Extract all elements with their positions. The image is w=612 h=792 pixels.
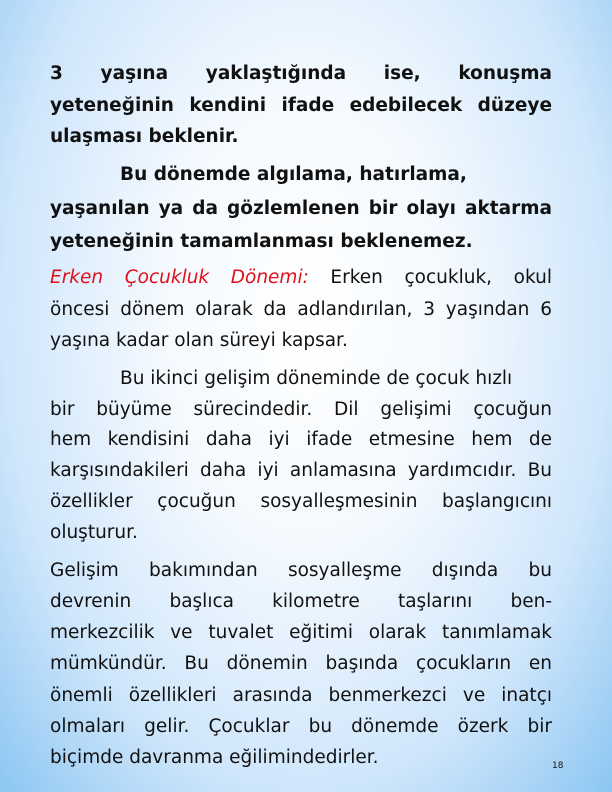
paragraph-5-line-3: merkezcilik ve tuvalet eğitimi olarak tanımlamak [50, 622, 552, 643]
paragraph-4-line-1: Bu ikinci gelişim döneminde de çocuk hızlı [120, 368, 513, 389]
paragraph-1-line-3: ulaşması beklenir. [50, 126, 239, 147]
paragraph-4-line-2: bir büyüme sürecindedir. Dil gelişimi çocuğun [50, 399, 552, 420]
paragraph-4-line-3: hem kendisini daha iyi ifade etmesine hem de [50, 429, 552, 450]
paragraph-4-line-6: oluşturur. [50, 522, 138, 543]
paragraph-3-line-3: yaşına kadar olan süreyi kapsar. [50, 330, 348, 351]
paragraph-5-line-6: olmaları gelir. Çocuklar bu dönemde özerk bir [50, 716, 552, 737]
paragraph-5-line-7: biçimde davranma eğilimindedirler. [50, 747, 379, 768]
section-heading: Erken Çocukluk Dönemi: [50, 267, 309, 288]
paragraph-5-line-4: mümkündür. Bu dönemin başında çocukların en [50, 653, 552, 674]
paragraph-4-line-5: özellikler çocuğun sosyalleşmesinin başlangıcını [50, 491, 552, 512]
page-number: 18 [552, 761, 564, 771]
paragraph-5-line-2: devrenin başlıca kilometre taşlarını ben- [50, 591, 552, 612]
paragraph-2-line-2: yaşanılan ya da gözlemlenen bir olayı aktarma [50, 198, 552, 219]
paragraph-3-line-2: öncesi dönem olarak da adlandırılan, 3 yaşından 6 [50, 299, 552, 320]
paragraph-2-line-3: yeteneğinin tamamlanması beklenemez. [50, 231, 473, 252]
paragraph-3-line-1-text: Erken çocukluk, okul [308, 267, 552, 288]
paragraph-3-line-1 [50, 265, 552, 291]
paragraph-5-line-1: Gelişim bakımından sosyalleşme dışında bu [50, 560, 552, 581]
paragraph-2-line-1: Bu dönemde algılama, hatırlama, [120, 164, 467, 185]
paragraph-4-line-4: karşısındakileri daha iyi anlamasına yardımcıdır. Bu [50, 460, 552, 481]
paragraph-1-line-1: 3 yaşına yaklaştığında ise, konuşma [50, 63, 552, 84]
paragraph-5-line-5: önemli özellikleri arasında benmerkezci ve inatçı [50, 685, 552, 706]
paragraph-1-line-2: yeteneğinin kendini ifade edebilecek düzeye [50, 95, 552, 116]
